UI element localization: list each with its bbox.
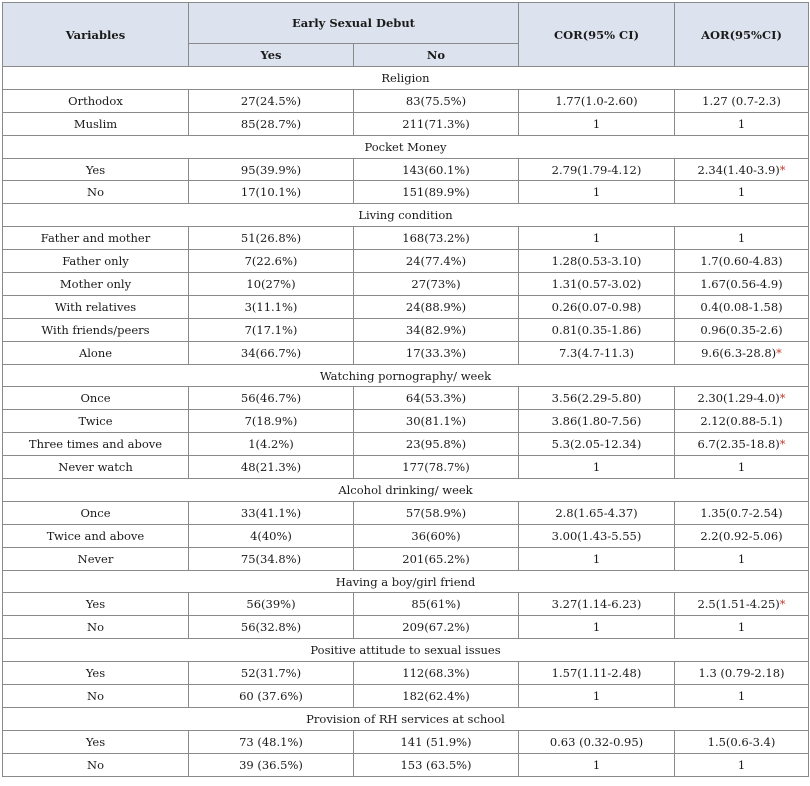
variable-cell: [3, 158, 189, 181]
variable-cell-text: Muslim: [73, 116, 118, 131]
no-cell-text: 201(65.2%): [402, 551, 470, 566]
aor-cell-text: 1.27 (0.7-2.3): [702, 93, 781, 108]
no-cell: [354, 730, 519, 753]
yes-cell: [189, 616, 354, 639]
aor-cell: [675, 501, 809, 524]
no-cell: [354, 318, 519, 341]
significance-marker: *: [776, 345, 782, 360]
yes-cell-text: 3(11.1%): [244, 299, 298, 314]
table-row: [3, 753, 809, 776]
variable-cell: [3, 616, 189, 639]
variable-cell-text: With friends/peers: [41, 322, 150, 337]
cor-cell: [519, 616, 675, 639]
variable-cell-text: Yes: [85, 162, 106, 177]
variable-cell-text: No: [87, 757, 104, 772]
aor-cell-text: 2.2(0.92-5.06): [700, 528, 783, 543]
no-cell-text: 24(77.4%): [405, 254, 467, 269]
variable-cell-text: Mother only: [59, 276, 132, 291]
cor-cell-text: 1.57(1.11-2.48): [551, 666, 642, 681]
aor-cell-text: 6.7(2.35-18.8): [697, 437, 780, 452]
yes-cell-text: 56(46.7%): [240, 391, 302, 406]
variable-cell: [3, 227, 189, 250]
no-cell-text: 27(73%): [411, 276, 461, 291]
aor-cell: [675, 227, 809, 250]
section-header-row: [3, 639, 809, 662]
section-header-row: [3, 570, 809, 593]
table-row: [3, 524, 809, 547]
yes-cell-text: 48(21.3%): [240, 460, 302, 475]
yes-cell: [189, 593, 354, 616]
yes-cell: [189, 501, 354, 524]
yes-cell: [189, 181, 354, 204]
table-row: [3, 112, 809, 135]
variable-cell-text: Yes: [85, 666, 106, 681]
yes-cell: [189, 410, 354, 433]
aor-cell-text: 0.4(0.08-1.58): [700, 299, 783, 314]
no-cell: [354, 410, 519, 433]
variable-cell: [3, 547, 189, 570]
yes-cell-text: 27(24.5%): [240, 93, 302, 108]
cor-cell-text: 1: [592, 620, 601, 635]
table-row: [3, 295, 809, 318]
yes-cell-text: 34(66.7%): [240, 345, 302, 360]
variable-cell: [3, 433, 189, 456]
variable-cell: [3, 250, 189, 273]
cor-cell: [519, 410, 675, 433]
cor-cell: [519, 318, 675, 341]
header-yes: Yes: [189, 44, 354, 67]
cor-cell: [519, 387, 675, 410]
yes-cell: [189, 730, 354, 753]
variable-cell: [3, 112, 189, 135]
yes-cell: [189, 456, 354, 479]
aor-cell-text: 2.30(1.29-4.0): [697, 391, 780, 406]
aor-cell: [675, 524, 809, 547]
yes-cell: [189, 433, 354, 456]
variable-cell: [3, 410, 189, 433]
variable-cell-text: Alone: [78, 345, 113, 360]
section-header-row: [3, 479, 809, 502]
no-cell-text: 151(89.9%): [402, 185, 470, 200]
aor-cell-text: 1.35(0.7-2.54): [700, 505, 783, 520]
yes-cell-text: 73 (48.1%): [239, 734, 303, 749]
cor-cell-text: 1: [592, 116, 601, 131]
cor-cell: [519, 273, 675, 296]
aor-cell-text: 1.5(0.6-3.4): [707, 734, 776, 749]
yes-cell-text: 7(18.9%): [244, 414, 298, 429]
section-title: Watching pornography/ week: [3, 364, 809, 387]
variable-cell-text: Never watch: [58, 460, 133, 475]
no-cell: [354, 181, 519, 204]
aor-cell-text: 1: [737, 757, 746, 772]
table-body: [3, 67, 809, 777]
table-row: [3, 318, 809, 341]
cor-cell: [519, 227, 675, 250]
cor-cell-text: 7.3(4.7-11.3): [558, 345, 635, 360]
yes-cell: [189, 547, 354, 570]
no-cell-text: 64(53.3%): [405, 391, 467, 406]
aor-cell-text: 0.96(0.35-2.6): [700, 322, 783, 337]
variable-cell-text: Three times and above: [28, 437, 163, 452]
yes-cell-text: 33(41.1%): [240, 505, 302, 520]
cor-cell-text: 1: [592, 231, 601, 246]
yes-cell-text: 10(27%): [246, 276, 296, 291]
no-cell: [354, 753, 519, 776]
section-title: Religion: [3, 67, 809, 90]
variable-cell-text: Once: [80, 505, 111, 520]
variable-cell-text: Father and mother: [40, 231, 151, 246]
table-row: [3, 662, 809, 685]
cor-cell: [519, 593, 675, 616]
table-row: [3, 250, 809, 273]
aor-cell: [675, 433, 809, 456]
no-cell: [354, 89, 519, 112]
table-row: [3, 616, 809, 639]
aor-cell: [675, 662, 809, 685]
table-row: [3, 227, 809, 250]
cor-cell: [519, 341, 675, 364]
cor-cell: [519, 433, 675, 456]
variable-cell: [3, 524, 189, 547]
variable-cell-text: Father only: [62, 254, 129, 269]
header-early-sexual-debut: Early Sexual Debut: [189, 3, 519, 44]
no-cell-text: 177(78.7%): [402, 460, 470, 475]
yes-cell: [189, 295, 354, 318]
aor-cell-text: 2.5(1.51-4.25): [697, 597, 780, 612]
table-row: [3, 593, 809, 616]
section-header-row: [3, 364, 809, 387]
variable-cell-text: No: [87, 688, 104, 703]
cor-cell-text: 1.77(1.0-2.60): [555, 93, 638, 108]
variable-cell-text: With relatives: [54, 299, 137, 314]
header-aor: AOR(95%CI): [675, 3, 809, 67]
no-cell: [354, 456, 519, 479]
variable-cell-text: Yes: [85, 597, 106, 612]
variable-cell: [3, 685, 189, 708]
variable-cell: [3, 318, 189, 341]
yes-cell-text: 7(17.1%): [244, 322, 298, 337]
no-cell: [354, 341, 519, 364]
yes-cell-text: 4(40%): [250, 528, 292, 543]
aor-cell: [675, 593, 809, 616]
no-cell-text: 57(58.9%): [405, 505, 467, 520]
no-cell-text: 17(33.3%): [405, 345, 467, 360]
aor-cell: [675, 250, 809, 273]
aor-cell: [675, 730, 809, 753]
section-header-row: [3, 707, 809, 730]
yes-cell: [189, 524, 354, 547]
table-row: [3, 181, 809, 204]
section-title: Alcohol drinking/ week: [3, 479, 809, 502]
no-cell: [354, 501, 519, 524]
variable-cell-text: Yes: [85, 734, 106, 749]
yes-cell-text: 60 (37.6%): [239, 688, 303, 703]
yes-cell: [189, 685, 354, 708]
yes-cell-text: 52(31.7%): [240, 666, 302, 681]
no-cell: [354, 662, 519, 685]
yes-cell: [189, 387, 354, 410]
yes-cell-text: 75(34.8%): [240, 551, 302, 566]
table-row: [3, 341, 809, 364]
aor-cell-text: 1: [737, 688, 746, 703]
significance-marker: *: [779, 391, 786, 406]
cor-cell: [519, 685, 675, 708]
table-row: [3, 89, 809, 112]
yes-cell-text: 51(26.8%): [240, 231, 302, 246]
aor-cell-text: 1: [737, 185, 746, 200]
aor-cell: [675, 616, 809, 639]
cor-cell-text: 3.56(2.29-5.80): [551, 391, 642, 406]
aor-cell-text: 2.12(0.88-5.1): [700, 414, 783, 429]
cor-cell: [519, 730, 675, 753]
aor-cell-text: 1: [737, 460, 746, 475]
aor-cell-text: 1: [737, 551, 746, 566]
yes-cell-text: 1(4.2%): [248, 437, 294, 452]
yes-cell: [189, 158, 354, 181]
variable-cell: [3, 89, 189, 112]
aor-cell: [675, 753, 809, 776]
no-cell-text: 112(68.3%): [402, 666, 470, 681]
no-cell: [354, 433, 519, 456]
cor-cell-text: 2.8(1.65-4.37): [555, 505, 638, 520]
table-row: [3, 685, 809, 708]
aor-cell-text: 2.34(1.40-3.9): [697, 162, 780, 177]
no-cell-text: 34(82.9%): [405, 322, 467, 337]
variable-cell: [3, 662, 189, 685]
variable-cell: [3, 387, 189, 410]
variable-cell-text: Orthodox: [68, 93, 123, 108]
no-cell: [354, 524, 519, 547]
table-row: [3, 730, 809, 753]
variable-cell-text: Once: [80, 391, 111, 406]
header-variables: Variables: [3, 3, 189, 67]
cor-cell-text: 0.63 (0.32-0.95): [549, 734, 644, 749]
yes-cell: [189, 250, 354, 273]
cor-cell: [519, 158, 675, 181]
no-cell: [354, 616, 519, 639]
cor-cell-text: 1: [592, 688, 601, 703]
variable-cell: [3, 753, 189, 776]
cor-cell: [519, 662, 675, 685]
table-row: [3, 410, 809, 433]
yes-cell: [189, 227, 354, 250]
yes-cell-text: 85(28.7%): [240, 116, 302, 131]
yes-cell-text: 56(39%): [246, 597, 296, 612]
aor-cell: [675, 547, 809, 570]
significance-marker: *: [779, 437, 786, 452]
no-cell: [354, 227, 519, 250]
cor-cell-text: 1.28(0.53-3.10): [551, 254, 642, 269]
yes-cell-text: 7(22.6%): [244, 254, 298, 269]
no-cell: [354, 250, 519, 273]
cor-cell: [519, 753, 675, 776]
aor-cell-text: 1.67(0.56-4.9): [700, 276, 783, 291]
cor-cell: [519, 295, 675, 318]
cor-cell: [519, 181, 675, 204]
aor-cell-text: 1: [737, 620, 746, 635]
table-row: [3, 387, 809, 410]
variable-cell: [3, 593, 189, 616]
variable-cell: [3, 501, 189, 524]
significance-marker: *: [779, 597, 786, 612]
yes-cell: [189, 753, 354, 776]
table-row: [3, 433, 809, 456]
variable-cell-text: Twice and above: [46, 528, 145, 543]
section-header-row: [3, 204, 809, 227]
aor-cell: [675, 273, 809, 296]
no-cell-text: 209(67.2%): [402, 620, 470, 635]
table-row: [3, 456, 809, 479]
aor-cell-text: 9.6(6.3-28.8): [701, 345, 777, 360]
no-cell: [354, 387, 519, 410]
variable-cell-text: Never: [77, 551, 114, 566]
cor-cell-text: 0.81(0.35-1.86): [551, 322, 642, 337]
no-cell-text: 36(60%): [411, 528, 461, 543]
aor-cell: [675, 318, 809, 341]
yes-cell-text: 56(32.8%): [240, 620, 302, 635]
no-cell-text: 30(81.1%): [405, 414, 467, 429]
aor-cell: [675, 456, 809, 479]
aor-cell-text: 1.3 (0.79-2.18): [698, 666, 785, 681]
table-row: [3, 501, 809, 524]
no-cell-text: 182(62.4%): [402, 688, 470, 703]
cor-cell-text: 1: [592, 185, 601, 200]
section-title: Positive attitude to sexual issues: [3, 639, 809, 662]
cor-cell: [519, 112, 675, 135]
variable-cell: [3, 295, 189, 318]
no-cell: [354, 295, 519, 318]
aor-cell: [675, 387, 809, 410]
results-table: [2, 2, 809, 777]
header-cor: COR(95% CI): [519, 3, 675, 67]
cor-cell-text: 1: [592, 757, 601, 772]
variable-cell: [3, 341, 189, 364]
variable-cell: [3, 273, 189, 296]
yes-cell: [189, 89, 354, 112]
no-cell-text: 211(71.3%): [402, 116, 470, 131]
cor-cell-text: 3.27(1.14-6.23): [551, 597, 642, 612]
no-cell-text: 168(73.2%): [402, 231, 470, 246]
cor-cell-text: 0.26(0.07-0.98): [551, 299, 642, 314]
yes-cell-text: 39 (36.5%): [239, 757, 303, 772]
no-cell: [354, 685, 519, 708]
variable-cell-text: Twice: [78, 414, 113, 429]
section-title: Provision of RH services at school: [3, 707, 809, 730]
section-header-row: [3, 135, 809, 158]
aor-cell-text: 1: [737, 231, 746, 246]
header-no: No: [354, 44, 519, 67]
yes-cell-text: 17(10.1%): [240, 185, 302, 200]
variable-cell: [3, 730, 189, 753]
yes-cell: [189, 662, 354, 685]
no-cell: [354, 158, 519, 181]
cor-cell-text: 5.3(2.05-12.34): [551, 437, 642, 452]
no-cell: [354, 112, 519, 135]
cor-cell-text: 1: [592, 551, 601, 566]
cor-cell-text: 1: [592, 460, 601, 475]
yes-cell-text: 95(39.9%): [240, 162, 302, 177]
table-row: [3, 158, 809, 181]
no-cell-text: 23(95.8%): [405, 437, 467, 452]
cor-cell: [519, 547, 675, 570]
section-title: Pocket Money: [3, 135, 809, 158]
cor-cell-text: 1.31(0.57-3.02): [551, 276, 642, 291]
cor-cell: [519, 524, 675, 547]
variable-cell-text: No: [87, 620, 104, 635]
aor-cell: [675, 685, 809, 708]
no-cell: [354, 593, 519, 616]
section-title: Having a boy/girl friend: [3, 570, 809, 593]
cor-cell-text: 3.00(1.43-5.55): [551, 528, 642, 543]
section-header-row: [3, 67, 809, 90]
no-cell-text: 24(88.9%): [405, 299, 467, 314]
variable-cell: [3, 456, 189, 479]
variable-cell-text: No: [87, 185, 104, 200]
no-cell-text: 143(60.1%): [402, 162, 470, 177]
no-cell-text: 153 (63.5%): [400, 757, 472, 772]
yes-cell: [189, 112, 354, 135]
aor-cell: [675, 181, 809, 204]
cor-cell: [519, 250, 675, 273]
variable-cell: [3, 181, 189, 204]
aor-cell: [675, 341, 809, 364]
aor-cell-text: 1: [737, 116, 746, 131]
no-cell-text: 85(61%): [411, 597, 461, 612]
aor-cell-text: 1.7(0.60-4.83): [700, 254, 783, 269]
cor-cell: [519, 501, 675, 524]
yes-cell: [189, 341, 354, 364]
aor-cell: [675, 112, 809, 135]
no-cell: [354, 547, 519, 570]
cor-cell: [519, 456, 675, 479]
no-cell: [354, 273, 519, 296]
table-row: [3, 547, 809, 570]
cor-cell-text: 2.79(1.79-4.12): [551, 162, 642, 177]
section-title: Living condition: [3, 204, 809, 227]
yes-cell: [189, 318, 354, 341]
aor-cell: [675, 410, 809, 433]
aor-cell: [675, 295, 809, 318]
cor-cell: [519, 89, 675, 112]
significance-marker: *: [779, 162, 786, 177]
no-cell-text: 141 (51.9%): [400, 734, 472, 749]
cor-cell-text: 3.86(1.80-7.56): [551, 414, 642, 429]
no-cell-text: 83(75.5%): [405, 93, 467, 108]
aor-cell: [675, 89, 809, 112]
yes-cell: [189, 273, 354, 296]
table-row: [3, 273, 809, 296]
aor-cell: [675, 158, 809, 181]
